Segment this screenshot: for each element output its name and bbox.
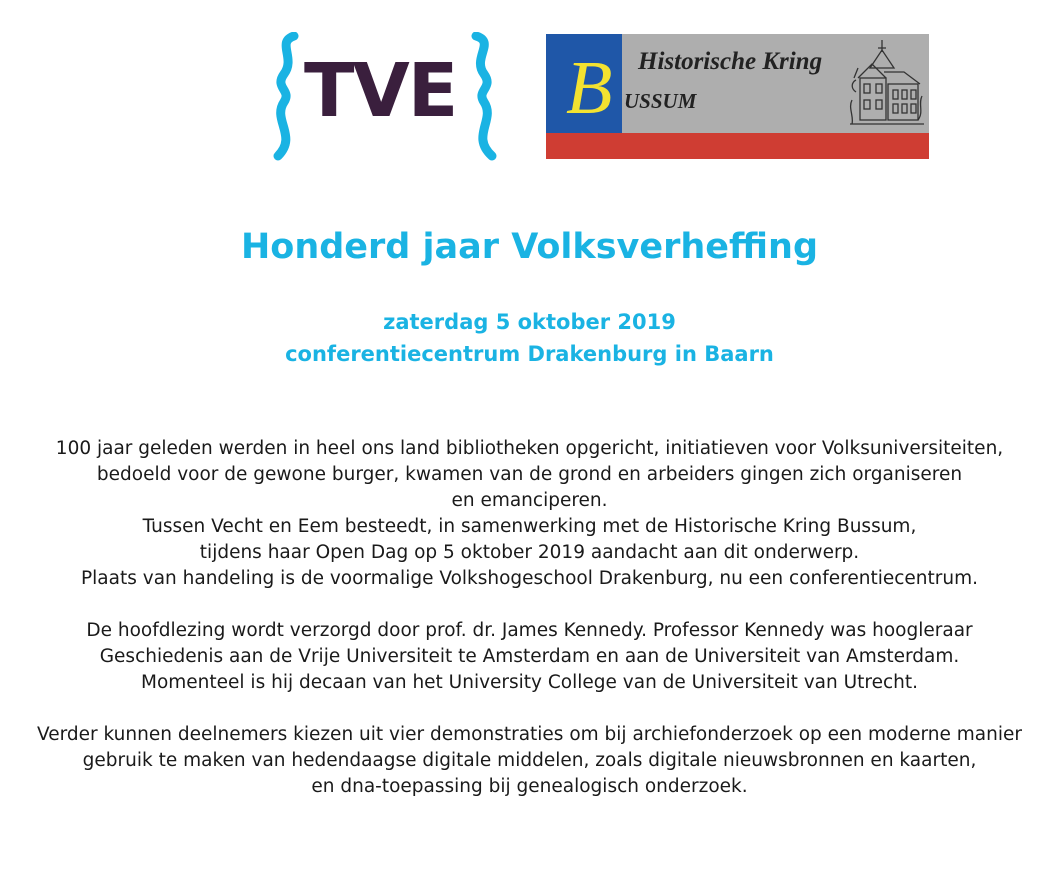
paragraph-1-line: tijdens haar Open Dag op 5 oktober 2019 aandacht aan dit onderwerp. xyxy=(199,542,860,563)
paragraph-3-line: en dna-toepassing bij genealogisch onderzoek. xyxy=(311,776,748,797)
announcement-body xyxy=(0,436,1059,800)
paragraph-1-line: Tussen Vecht en Eem besteedt, in samenwerking met de Historische Kring Bussum, xyxy=(142,516,917,537)
tve-logo xyxy=(270,32,510,162)
paragraph-3-line: Verder kunnen deelnemers kiezen uit vier demonstraties om bij archiefonderzoek op een moderne manier xyxy=(37,724,1022,745)
paragraph-3-line: gebruik te maken van hedendaagse digitale middelen, zoals digitale nieuwsbronnen en kaarten, xyxy=(82,750,977,771)
paragraph-1-line: bedoeld voor de gewone burger, kwamen van de grond en arbeiders gingen zich organiseren xyxy=(96,464,963,485)
page-title: Honderd jaar Volksverheffing xyxy=(240,227,819,267)
paragraph-gap xyxy=(0,696,1059,722)
right-brace-icon xyxy=(462,32,506,162)
logo-red-stripe xyxy=(546,133,929,159)
paragraph-2-line: Momenteel is hij decaan van het University College van de Universiteit van Utrecht. xyxy=(140,672,919,693)
paragraph-gap xyxy=(0,592,1059,618)
paragraph-2-line: Geschiedenis aan de Vrije Universiteit te Amsterdam en aan de Universiteit van Amsterdam. xyxy=(99,646,960,667)
house-sketch-icon xyxy=(848,38,926,130)
event-location: conferentiecentrum Drakenburg in Baarn xyxy=(285,342,774,366)
tve-logo-text: TVE xyxy=(304,48,457,134)
event-date: zaterdag 5 oktober 2019 xyxy=(383,310,676,334)
logo-title: Historische Kring xyxy=(638,48,823,75)
paragraph-1-line: 100 jaar geleden werden in heel ons land bibliotheken opgericht, initiatieven voor Volksuniversiteiten, xyxy=(55,438,1004,459)
paragraph-1-line: en emanciperen. xyxy=(451,490,608,511)
paragraph-1-line: Plaats van handeling is de voormalige Volkshogeschool Drakenburg, nu een conferentiecentrum. xyxy=(81,568,978,589)
paragraph-2-line: De hoofdlezing wordt verzorgd door prof. dr. James Kennedy. Professor Kennedy was hoogleraar xyxy=(86,620,973,641)
left-brace-icon xyxy=(270,32,306,162)
historische-kring-bussum-logo xyxy=(546,34,929,159)
logo-subtitle: USSUM xyxy=(624,89,697,113)
logo-letter: B xyxy=(566,46,613,130)
